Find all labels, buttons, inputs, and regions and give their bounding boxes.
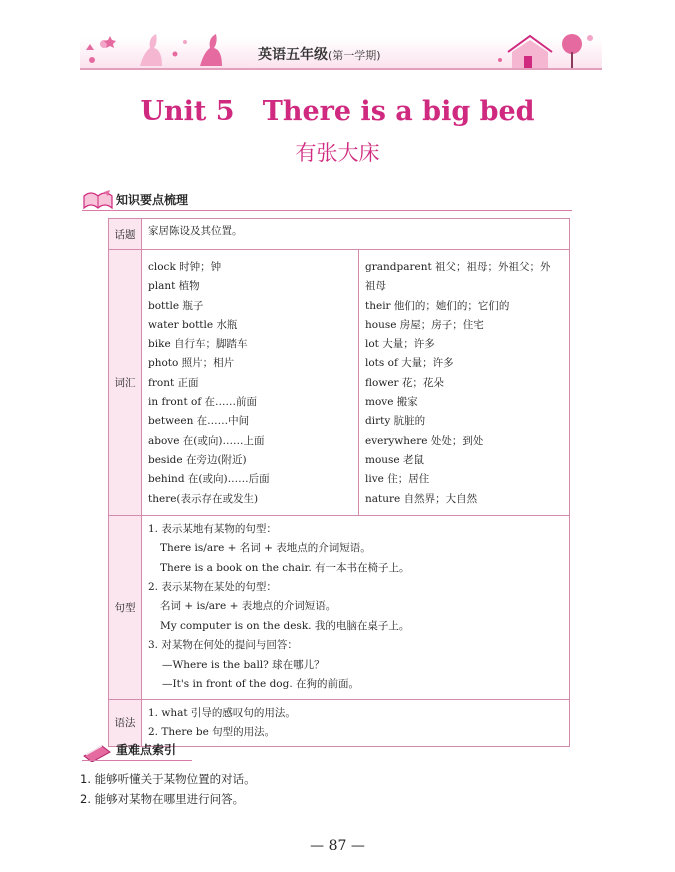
vocab-entry: bottle 瓶子 xyxy=(148,299,204,312)
section-header-key-points xyxy=(82,740,192,762)
unit-title: Unit 5 There is a big bed xyxy=(140,96,535,127)
vocab-entry: plant 植物 xyxy=(148,280,200,293)
grammar-line: 1. what 引导的感叹句的用法。 xyxy=(148,706,296,719)
vocab-entry: grandparent 祖父；祖母；外祖父；外 xyxy=(365,261,551,273)
vocab-entry: mouse 老鼠 xyxy=(365,453,424,466)
vocab-entry: behind 在(或向)……后面 xyxy=(148,473,270,486)
sentence-line: 3. 对某物在何处的提问与回答： xyxy=(148,639,298,652)
table-row-vocab xyxy=(109,250,570,516)
sentence-line: There is a book on the chair. 有一本书在椅子上。 xyxy=(160,561,410,574)
sentence-line: There is/are + 名词 + 表地点的介词短语。 xyxy=(160,542,371,555)
section-label-key-points: 重难点索引 xyxy=(116,743,177,757)
sentence-line: My computer is on the desk. 我的电脑在桌子上。 xyxy=(160,619,410,632)
vocab-entry: between 在……中间 xyxy=(148,415,250,428)
page-number: — 87 — xyxy=(310,838,365,854)
vocab-entry: 祖母 xyxy=(365,280,386,293)
book-title xyxy=(258,44,381,64)
open-book-icon xyxy=(82,190,114,212)
vocab-entry: everywhere 处处；到处 xyxy=(365,434,484,447)
requirement-item: 2. 能够对某物在哪里进行问答。 xyxy=(80,792,245,806)
vocab-entry: in front of 在……前面 xyxy=(148,396,258,409)
vocab-entry: flower 花；花朵 xyxy=(365,376,444,389)
vocab-entry: clock 时钟；钟 xyxy=(148,261,222,273)
topic-label: 话题 xyxy=(109,219,142,250)
unit-subtitle: 有张大床 xyxy=(295,141,380,165)
vocab-right-column xyxy=(359,250,570,516)
vocab-entry: there(表示存在或发生) xyxy=(148,492,259,505)
vocab-label: 词汇 xyxy=(109,250,142,516)
section-rule xyxy=(82,760,192,761)
section-label-knowledge: 知识要点梳理 xyxy=(116,193,189,207)
grammar-label: 语法 xyxy=(109,699,142,747)
section-header-knowledge xyxy=(82,190,572,212)
vocab-entry: house 房屋；房子；住宅 xyxy=(365,318,484,331)
vocab-entry: lots of 大量；许多 xyxy=(365,357,454,370)
sentence-line: 1. 表示某地有某物的句型： xyxy=(148,522,277,535)
vocab-entry: bike 自行车；脚踏车 xyxy=(148,338,248,351)
sentence-line: 2. 表示某物在某处的句型： xyxy=(148,581,277,594)
vocab-entry: dirty 肮脏的 xyxy=(365,415,426,428)
sentence-line: —Where is the ball? 球在哪儿？ xyxy=(162,658,325,671)
vocab-entry: above 在(或向)……上面 xyxy=(148,434,265,447)
book-title-main: 英语五年级 xyxy=(258,47,328,63)
vocab-entry: photo 照片；相片 xyxy=(148,357,235,370)
table-row-sentence xyxy=(109,515,570,699)
sentence-line: —It's in front of the dog. 在狗的前面。 xyxy=(162,678,360,691)
knowledge-table xyxy=(108,218,570,747)
vocab-left-column xyxy=(142,250,359,516)
header-banner xyxy=(80,30,602,72)
sentence-label: 句型 xyxy=(109,515,142,699)
section-rule xyxy=(82,210,572,211)
topic-text: 家居陈设及其位置。 xyxy=(142,219,570,250)
sentence-line: 名词 + is/are + 表地点的介词短语。 xyxy=(160,600,337,613)
book-title-sub: (第一学期) xyxy=(328,49,381,62)
vocab-entry: water bottle 水瓶 xyxy=(148,318,238,331)
notebook-icon xyxy=(82,740,112,762)
vocab-entry: front 正面 xyxy=(148,376,199,389)
requirement-item: 1. 能够听懂关于某物位置的对话。 xyxy=(80,772,256,786)
vocab-entry: beside 在旁边(附近) xyxy=(148,453,247,466)
bunny-decoration-icon xyxy=(80,30,230,72)
vocab-entry: live 住；居住 xyxy=(365,473,430,486)
grammar-line: 2. There be 句型的用法。 xyxy=(148,725,276,738)
vocab-entry: their 他们的；她们的；它们的 xyxy=(365,299,510,312)
grammar-points xyxy=(142,699,570,747)
house-tree-decoration-icon xyxy=(492,30,602,72)
vocab-entry: nature 自然界；大自然 xyxy=(365,492,478,505)
vocab-entry: lot 大量；许多 xyxy=(365,338,435,351)
vocab-entry: move 搬家 xyxy=(365,396,418,409)
sentence-patterns xyxy=(142,515,570,699)
table-row-topic xyxy=(109,219,570,250)
